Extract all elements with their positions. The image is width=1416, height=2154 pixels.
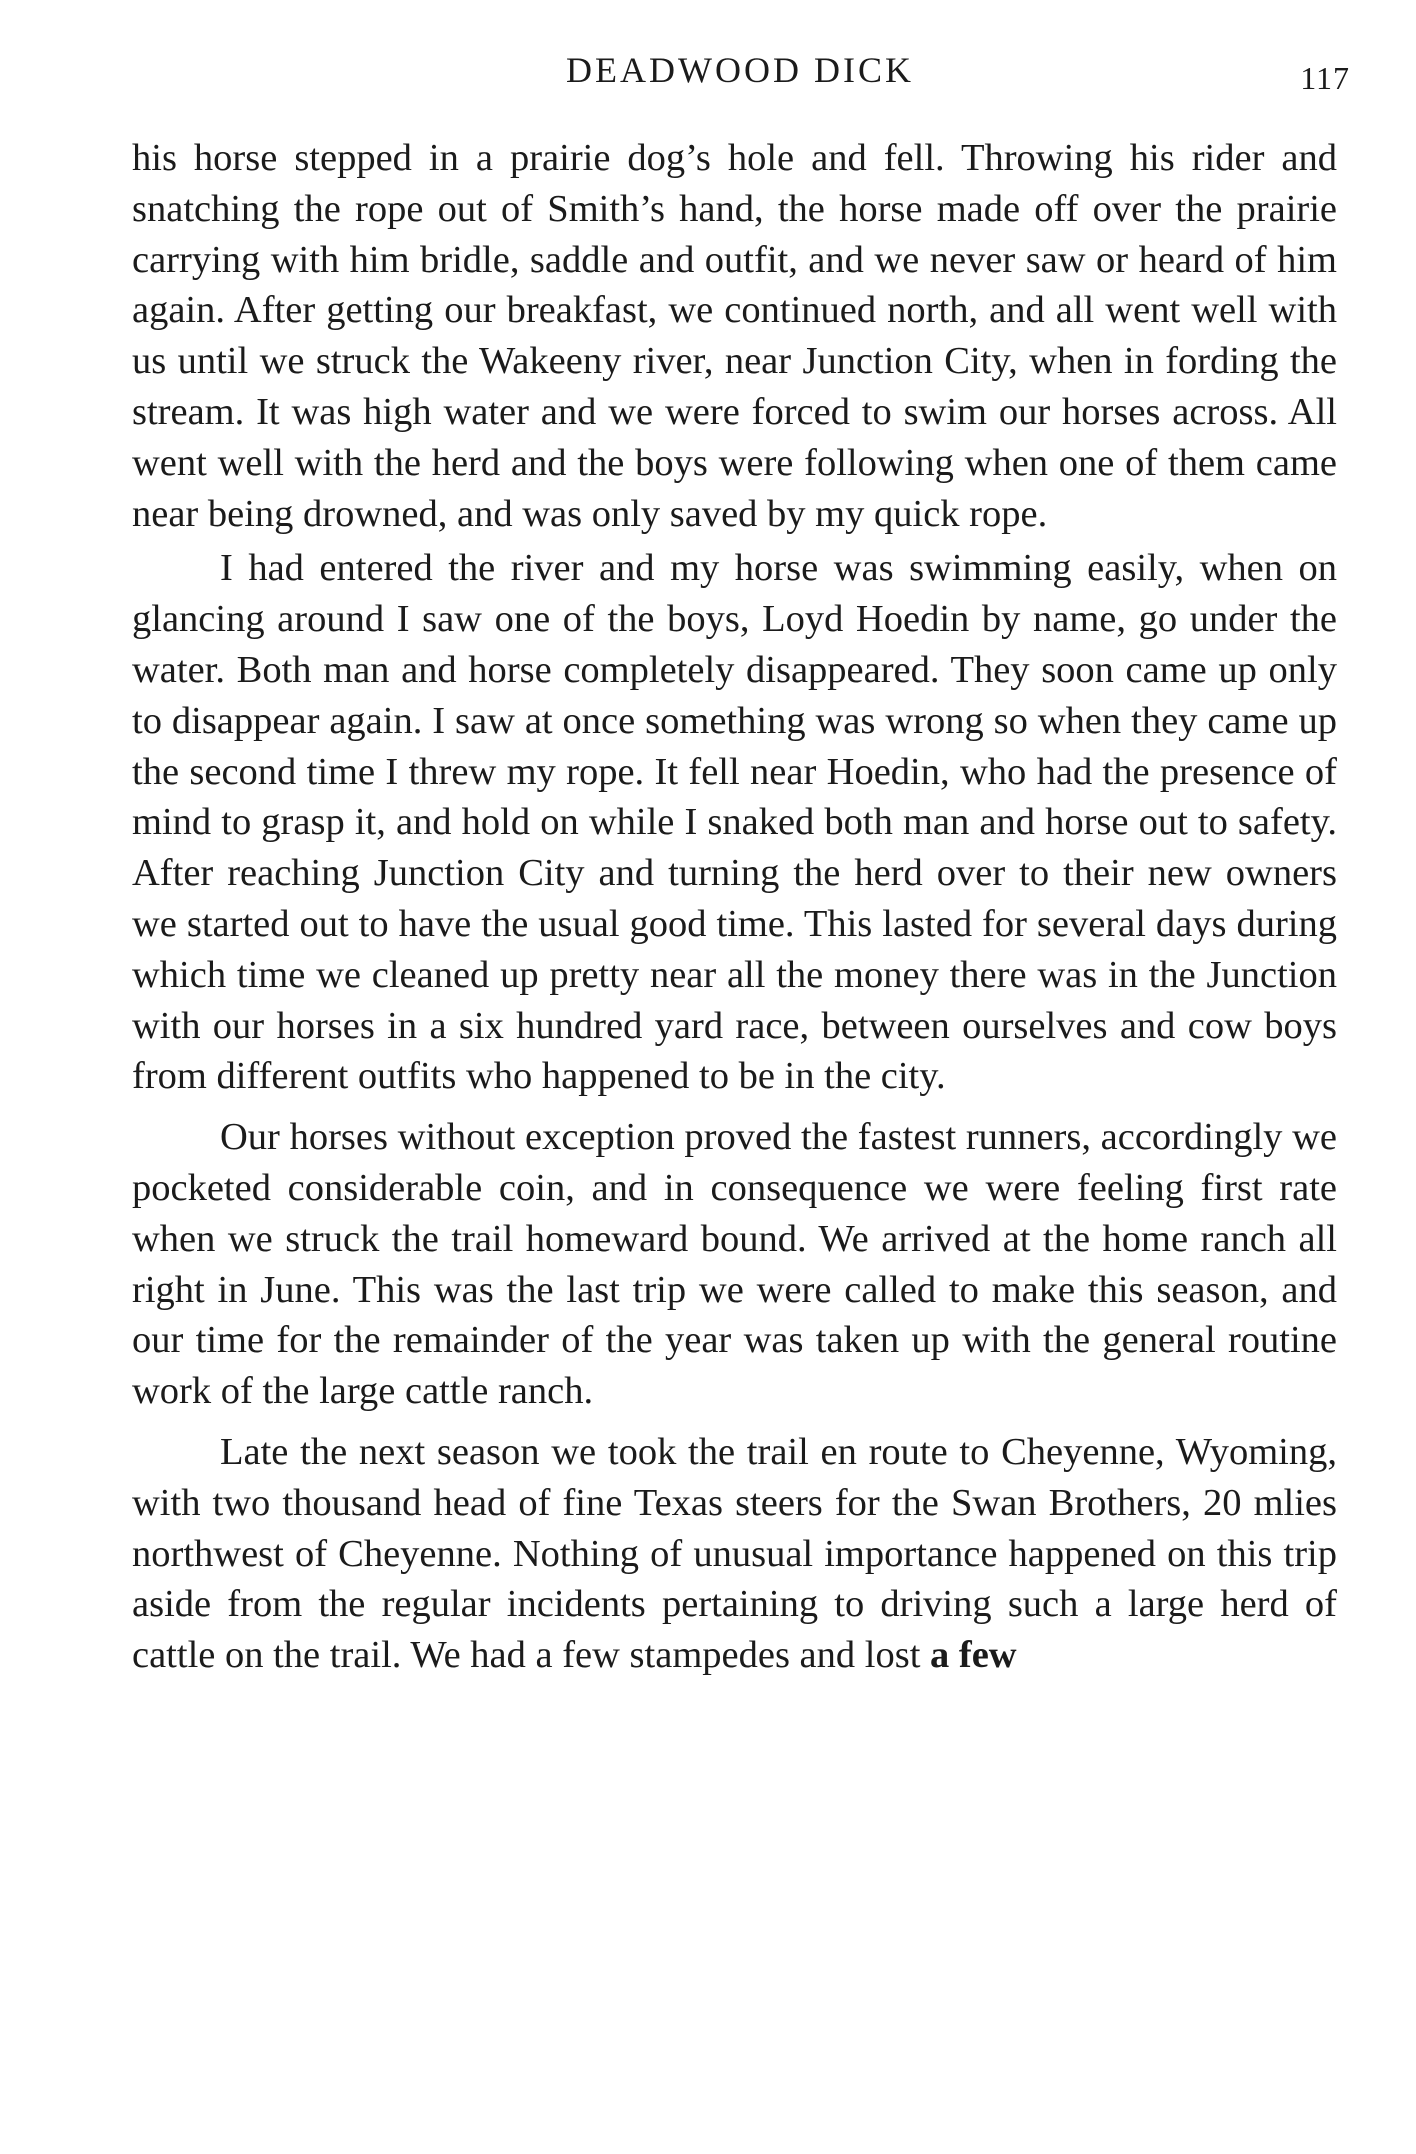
paragraph-4-text: Late the next season we took the trail en route to Cheyenne, Wyoming, with two thousand head of fine Texas steers for the Swan Brothers, 20 mlies northwest of Cheyenne. Nothing of unusual importance happened on this trip aside from the regular incidents pertaining to driving such a large herd of cattle on the trail. We had a few stampedes and lost (132, 1430, 1337, 1677)
running-title: DEADWOOD DICK (566, 50, 914, 90)
paragraph-1: his horse stepped in a prairie dog’s hole and fell. Throwing his rider and snatching the rope out of Smith’s hand, the horse made off over the prairie carrying with him bridle, saddle and outfit, and we never saw or heard of him again. After getting our breakfast, we continued north, and all went well with us until we struck the Wakeeny river, near Junction City, when in fording the stream. It was high water and we were forced to swim our horses across. All went well with the herd and the boys were following when one of them came near being drowned, and was only saved by my quick rope. (132, 137, 1337, 535)
paragraph-2: I had entered the river and my horse was swimming easily, when on glancing around I saw one of the boys, Loyd Hoedin by name, go under the water. Both man and horse completely disappeared. They soon came up only to disappear again. I saw at once something was wrong so when they came up the second time I threw my rope. It fell near Hoedin, who had the presence of mind to grasp it, and hold on while I snaked both man and horse out to safety. After reaching Junction City and turning the herd over to their new owners we started out to have the usual good time. This lasted for several days during which time we cleaned up pretty near all the money there was in the Junction with our horses in a six hundred yard race, between ourselves and cow boys from different outfits who happened to be in the city. (132, 547, 1337, 1098)
page-number: 117 (1300, 60, 1350, 96)
paragraph-4 (132, 1427, 1337, 1681)
catchword: a few (930, 1634, 1017, 1677)
paragraph-3: Our horses without exception proved the fastest runners, accordingly we pocketed considerable coin, and in consequence we were feeling first rate when we struck the trail homeward bound. We arrived at the home ranch all right in June. This was the last trip we were called to make this season, and our time for the remainder of the year was taken up with the general routine work of the large cattle ranch. (132, 1116, 1337, 1413)
running-head (130, 42, 1350, 98)
body-text (132, 133, 1337, 1681)
